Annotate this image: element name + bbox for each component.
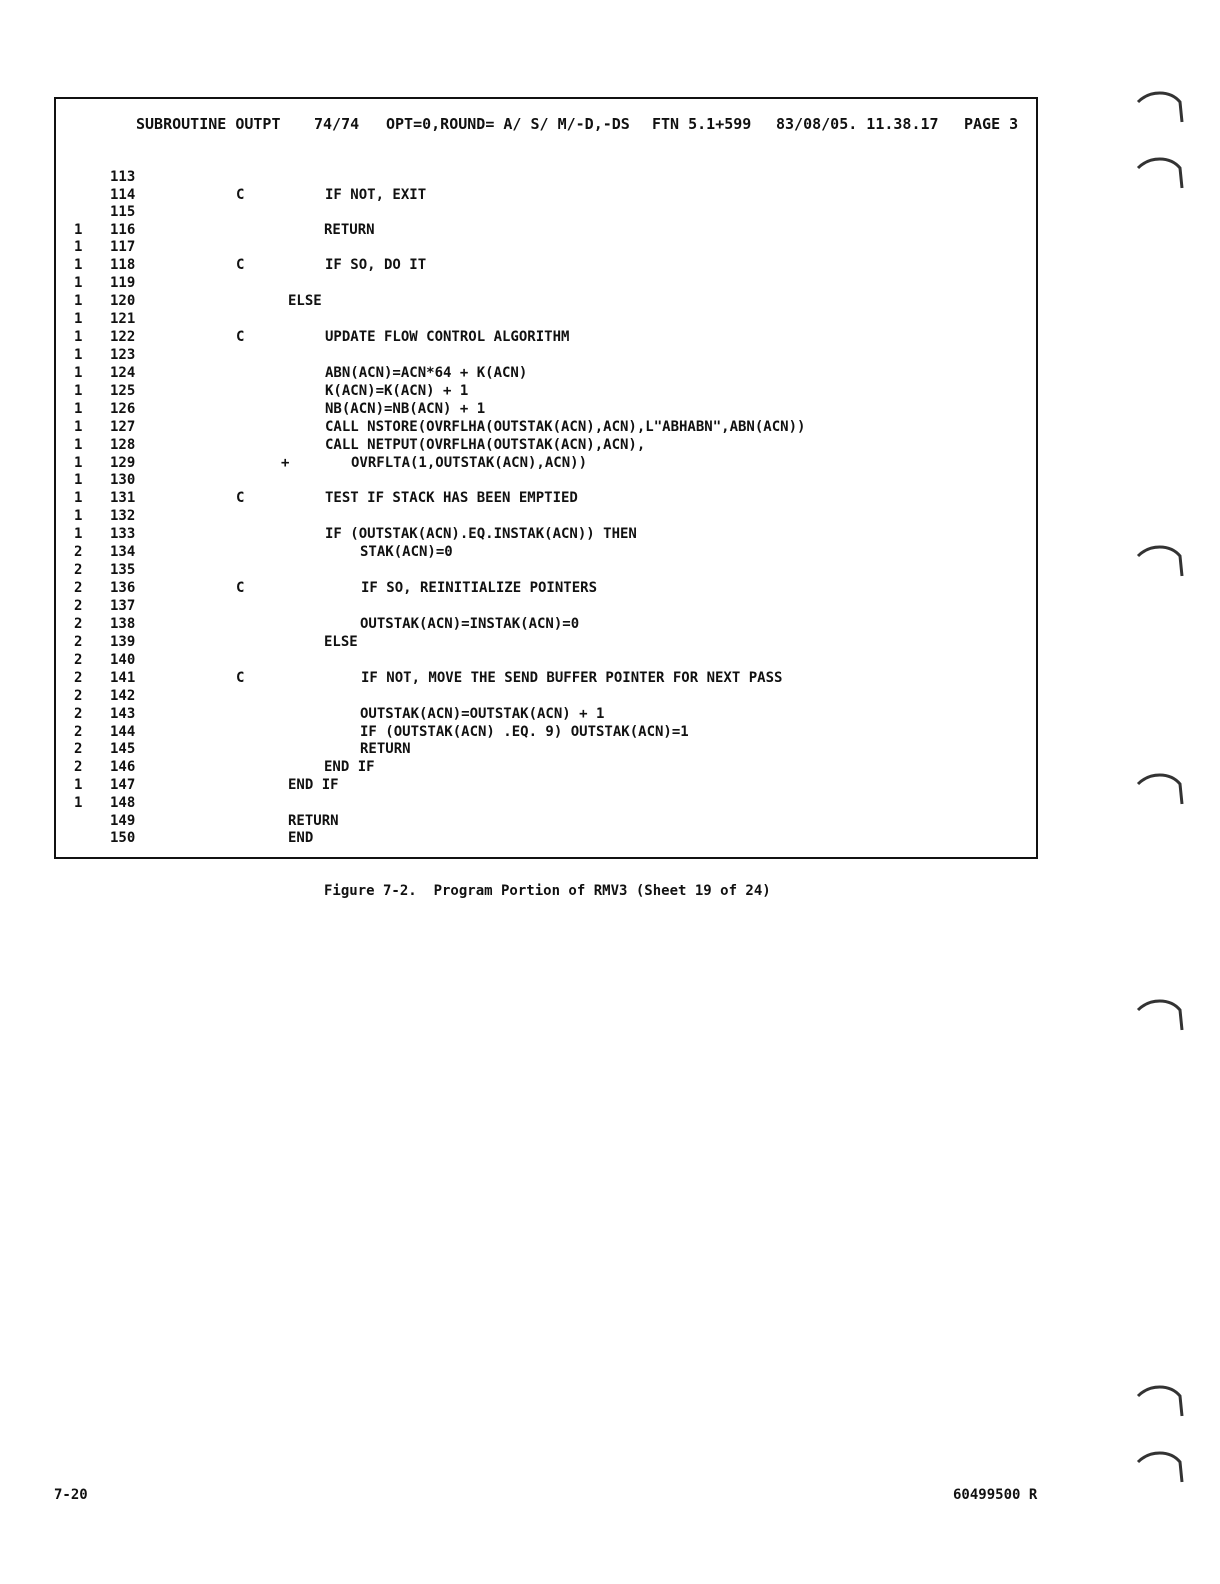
source-code: TEST IF STACK HAS BEEN EMPTIED <box>325 490 578 506</box>
nesting-level: 1 <box>74 795 83 811</box>
line-number: 119 <box>110 275 136 291</box>
line-number: 144 <box>110 724 136 740</box>
line-number: 125 <box>110 383 136 399</box>
line-number: 129 <box>110 455 136 471</box>
nesting-level: 1 <box>74 222 83 238</box>
nesting-level: 1 <box>74 257 83 273</box>
line-number: 118 <box>110 257 136 273</box>
line-number: 121 <box>110 311 136 327</box>
line-number: 130 <box>110 472 136 488</box>
nesting-level: 2 <box>74 598 83 614</box>
listing-line <box>0 758 1220 776</box>
listing-line <box>0 829 1220 847</box>
listing-line <box>0 633 1220 651</box>
nesting-level: 2 <box>74 544 83 560</box>
source-code: RETURN <box>288 813 339 829</box>
listing-line <box>0 418 1220 436</box>
source-code: IF (OUTSTAK(ACN) .EQ. 9) OUTSTAK(ACN)=1 <box>360 724 689 740</box>
listing-line <box>0 776 1220 794</box>
binder-hole-mark <box>1136 996 1184 1036</box>
binder-hole-mark <box>1136 88 1184 128</box>
line-number: 113 <box>110 169 136 185</box>
line-number: 117 <box>110 239 136 255</box>
listing-line <box>0 168 1220 186</box>
source-code: ELSE <box>324 634 358 650</box>
listing-line <box>0 471 1220 489</box>
line-number: 138 <box>110 616 136 632</box>
line-number: 147 <box>110 777 136 793</box>
nesting-level: 2 <box>74 562 83 578</box>
nesting-level: 1 <box>74 419 83 435</box>
header-subroutine: SUBROUTINE OUTPT <box>136 115 281 133</box>
listing-line <box>0 454 1220 472</box>
listing-line <box>0 364 1220 382</box>
comment-marker: C <box>236 580 245 596</box>
listing-line <box>0 561 1220 579</box>
nesting-level: 1 <box>74 329 83 345</box>
nesting-level: 1 <box>74 347 83 363</box>
source-code: IF SO, DO IT <box>325 257 427 273</box>
binder-hole-mark <box>1136 1448 1184 1488</box>
listing-line <box>0 292 1220 310</box>
source-code: END <box>288 830 314 846</box>
header-page: PAGE 3 <box>964 115 1019 133</box>
source-code: OUTSTAK(ACN)=OUTSTAK(ACN) + 1 <box>360 706 605 722</box>
source-code: IF SO, REINITIALIZE POINTERS <box>361 580 598 596</box>
source-code: K(ACN)=K(ACN) + 1 <box>325 383 469 399</box>
listing-line <box>0 507 1220 525</box>
nesting-level: 1 <box>74 275 83 291</box>
comment-marker: C <box>236 257 245 273</box>
line-number: 115 <box>110 204 136 220</box>
figure-caption: Figure 7-2. Program Portion of RMV3 (Sheet 19 of 24) <box>324 883 771 899</box>
continuation-marker: + <box>281 455 290 471</box>
line-number: 134 <box>110 544 136 560</box>
nesting-level: 1 <box>74 526 83 542</box>
nesting-level: 2 <box>74 616 83 632</box>
binder-hole-mark <box>1136 1382 1184 1422</box>
binder-hole-mark <box>1136 154 1184 194</box>
line-number: 127 <box>110 419 136 435</box>
listing-line <box>0 489 1220 507</box>
listing-line <box>0 543 1220 561</box>
line-number: 140 <box>110 652 136 668</box>
source-code: ABN(ACN)=ACN*64 + K(ACN) <box>325 365 528 381</box>
line-number: 124 <box>110 365 136 381</box>
source-code: OVRFLTA(1,OUTSTAK(ACN),ACN)) <box>351 455 588 471</box>
listing-line <box>0 274 1220 292</box>
nesting-level: 1 <box>74 437 83 453</box>
line-number: 150 <box>110 830 136 846</box>
nesting-level: 2 <box>74 706 83 722</box>
line-number: 139 <box>110 634 136 650</box>
listing-line <box>0 328 1220 346</box>
line-number: 137 <box>110 598 136 614</box>
comment-marker: C <box>236 329 245 345</box>
nesting-level: 2 <box>74 634 83 650</box>
source-code: IF (OUTSTAK(ACN).EQ.INSTAK(ACN)) THEN <box>325 526 637 542</box>
listing-line <box>0 669 1220 687</box>
source-code: IF NOT, MOVE THE SEND BUFFER POINTER FOR NEXT PASS <box>361 670 783 686</box>
listing-line <box>0 238 1220 256</box>
nesting-level: 2 <box>74 652 83 668</box>
line-number: 146 <box>110 759 136 775</box>
line-number: 148 <box>110 795 136 811</box>
document-number: 60499500 R <box>953 1487 1038 1503</box>
comment-marker: C <box>236 490 245 506</box>
listing-line <box>0 256 1220 274</box>
nesting-level: 1 <box>74 455 83 471</box>
source-code: RETURN <box>360 741 411 757</box>
nesting-level: 1 <box>74 777 83 793</box>
line-number: 131 <box>110 490 136 506</box>
nesting-level: 2 <box>74 688 83 704</box>
line-number: 142 <box>110 688 136 704</box>
binder-hole-mark <box>1136 542 1184 582</box>
binder-hole-mark <box>1136 770 1184 810</box>
source-code: STAK(ACN)=0 <box>360 544 453 560</box>
nesting-level: 1 <box>74 508 83 524</box>
listing-line <box>0 615 1220 633</box>
listing-line <box>0 310 1220 328</box>
listing-line <box>0 705 1220 723</box>
nesting-level: 2 <box>74 724 83 740</box>
listing-line <box>0 579 1220 597</box>
listing-line <box>0 186 1220 204</box>
page-number: 7-20 <box>54 1487 88 1503</box>
source-code: END IF <box>324 759 375 775</box>
nesting-level: 1 <box>74 490 83 506</box>
listing-line <box>0 436 1220 454</box>
nesting-level: 1 <box>74 401 83 417</box>
listing-line <box>0 346 1220 364</box>
header-datetime: 83/08/05. 11.38.17 <box>776 115 939 133</box>
nesting-level: 1 <box>74 383 83 399</box>
comment-marker: C <box>236 187 245 203</box>
source-code: ELSE <box>288 293 322 309</box>
listing-line <box>0 740 1220 758</box>
line-number: 126 <box>110 401 136 417</box>
nesting-level: 2 <box>74 741 83 757</box>
line-number: 116 <box>110 222 136 238</box>
line-number: 141 <box>110 670 136 686</box>
listing-line <box>0 651 1220 669</box>
source-code: OUTSTAK(ACN)=INSTAK(ACN)=0 <box>360 616 580 632</box>
source-code: CALL NETPUT(OVRFLHA(OUTSTAK(ACN),ACN), <box>325 437 646 453</box>
listing-line <box>0 812 1220 830</box>
nesting-level: 2 <box>74 759 83 775</box>
listing-line <box>0 687 1220 705</box>
line-number: 114 <box>110 187 136 203</box>
nesting-level: 1 <box>74 239 83 255</box>
line-number: 123 <box>110 347 136 363</box>
header-compiler: FTN 5.1+599 <box>652 115 752 133</box>
source-code: IF NOT, EXIT <box>325 187 427 203</box>
listing-line <box>0 382 1220 400</box>
line-number: 145 <box>110 741 136 757</box>
header-version: 74/74 <box>314 115 360 133</box>
line-number: 132 <box>110 508 136 524</box>
line-number: 149 <box>110 813 136 829</box>
listing-line <box>0 400 1220 418</box>
source-code: CALL NSTORE(OVRFLHA(OUTSTAK(ACN),ACN),L"ABHABN",ABN(ACN)) <box>325 419 806 435</box>
nesting-level: 1 <box>74 365 83 381</box>
line-number: 135 <box>110 562 136 578</box>
line-number: 122 <box>110 329 136 345</box>
nesting-level: 2 <box>74 580 83 596</box>
nesting-level: 1 <box>74 293 83 309</box>
line-number: 136 <box>110 580 136 596</box>
line-number: 143 <box>110 706 136 722</box>
listing-line <box>0 597 1220 615</box>
line-number: 120 <box>110 293 136 309</box>
nesting-level: 2 <box>74 670 83 686</box>
nesting-level: 1 <box>74 472 83 488</box>
listing-line <box>0 723 1220 741</box>
source-code: NB(ACN)=NB(ACN) + 1 <box>325 401 486 417</box>
line-number: 128 <box>110 437 136 453</box>
nesting-level: 1 <box>74 311 83 327</box>
source-code: UPDATE FLOW CONTROL ALGORITHM <box>325 329 570 345</box>
listing-line <box>0 794 1220 812</box>
listing-line <box>0 221 1220 239</box>
listing-line <box>0 203 1220 221</box>
source-code: RETURN <box>324 222 375 238</box>
line-number: 133 <box>110 526 136 542</box>
comment-marker: C <box>236 670 245 686</box>
source-code: END IF <box>288 777 339 793</box>
listing-line <box>0 525 1220 543</box>
header-options: OPT=0,ROUND= A/ S/ M/-D,-DS <box>386 115 630 133</box>
